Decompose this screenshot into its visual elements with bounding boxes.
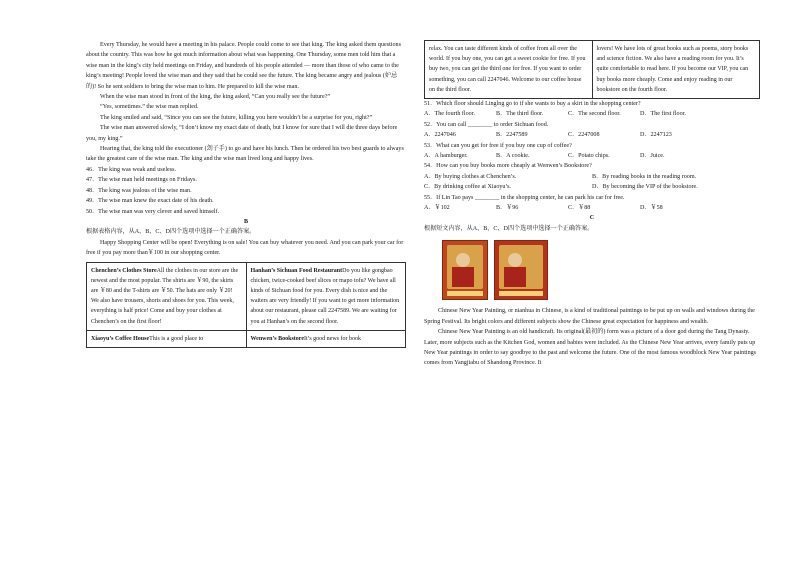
story-paragraph: Hearing that, the king told the executioner (刽子手) to go and have his lunch. Then he ordered his two best guards to always take the greatest care of the wise man. The king and the wise man lived long and happy lives.: [86, 146, 404, 163]
option-row: [424, 130, 760, 140]
story-paragraph: Every Thursday, he would have a meeting in his palace. People could come to see that king. The king asked them questions about the country. This was how he got much information about what was happening. One Thursday, some men told him that a wise man in the king’s city held meetings on Friday, and hundreds of his people attended — more than those of who came to the king’s meeting! People loved the wise man and they said that he could see the future. The king became angry and jealous (妒忌的)! So he sent soldiers to bring the wise man to him. He prepared to kill the wise man.: [86, 42, 401, 90]
answer-option: C．The second floor.: [568, 111, 621, 118]
xiaoyu-ad: [87, 330, 247, 347]
xiaoyu-title: Xiaoyu’s Coffee House: [91, 335, 150, 342]
ads-table-continued: [424, 40, 760, 99]
answer-option: B．A cookie.: [496, 153, 530, 160]
hanhan-ad: [246, 262, 406, 330]
tf-item: 50．The wise man was very clever and saved himself.: [86, 208, 220, 215]
section-c-paragraph: Chinese New Year Painting, or nianhua in Chinese, is a kind of traditional paintings to be put up on walls and windows during the Spring Festival. Its bright colors and different subjects show the Chinese great expectation for happiness and wealth.: [424, 308, 755, 325]
answer-option: D．The first floor.: [640, 111, 686, 118]
xiaoyu-text: This is a good place to: [149, 335, 204, 342]
ads-table: [86, 262, 406, 348]
section-b-instruction: 根据表格内容，从A、B、C、D四个选项中选择一个正确答案。: [86, 229, 256, 236]
question-stem: 51．Which floor should Linglng go to if she wants to buy a skirt in the shopping center?: [424, 101, 641, 108]
answer-option: B．By reading books in the reading room.: [592, 173, 697, 180]
option-row: [424, 151, 760, 161]
hanhan-title: Hanhan’s Sichuan Food Restaurant: [250, 267, 343, 274]
answer-option: C．￥88: [568, 205, 591, 212]
tf-item: 46．The king was weak and useless.: [86, 166, 177, 173]
section-c-heading: C: [589, 215, 595, 222]
option-row: [424, 203, 760, 213]
answer-option: A．A hamburger.: [424, 153, 468, 160]
story-paragraph: The king smiled and said, “Since you can see the future, killing you here wouldn’t be a surprise for you, right?”: [100, 114, 373, 121]
option-row: [424, 172, 760, 182]
wenwen-ad: [246, 330, 406, 347]
question-stem: 55．If Lin Tao pays ________ in the shopping center, he can park his car for free.: [424, 194, 625, 201]
question-stem: 54．How can you buy books more cheaply at Wenwen’s Bookstore?: [424, 163, 592, 170]
question-stem: 53．What can you get for free if you buy one cup of coffee?: [424, 142, 572, 149]
answer-option: A．The fourth floor.: [424, 111, 475, 118]
wenwen-ad-continued: lovers! We have lots of great books such as poems, story books and science fiction. We also have a reading room for you. It’s quite comfortable to read here. If you become our VIP, you can buy books more cheaply. Come and enjoy reading in our bookstore on the fourth floor.: [592, 41, 760, 99]
question-stem: 52．You can call ________ to order Sichuan food.: [424, 121, 549, 128]
story-paragraph: “Yes, sometimes.” the wise man replied.: [100, 104, 199, 111]
chenchen-title: Chenchen’s Clothes Store: [91, 267, 157, 274]
section-b-intro: Happy Shopping Center will be open! Everything is on sale! You can buy whatever you need. And you can park your car for free if you pay more than￥100 in our shopping center.: [86, 239, 404, 257]
answer-option: D．Juice.: [640, 153, 665, 160]
answer-option: B．2247589: [496, 132, 528, 139]
chenchen-ad: [87, 262, 247, 330]
wenwen-text: It’s good news for book: [304, 335, 362, 342]
chenchen-text: All the clothes in our store are the newest and the most popular. The shirts are ￥90, the skirts are ￥80 and the T-shirts are ￥50. The hats are only ￥20! We also have trousers, shorts and shoes for you. This week, everything is half price! Come and buy your clothes at Chenchen’s on the first floor!: [91, 267, 239, 325]
answer-option: C．Potato chips.: [568, 153, 610, 160]
right-column: [424, 40, 760, 369]
answer-option: A．By buying clothes at Chenchen’s.: [424, 173, 517, 180]
option-row: [424, 109, 760, 119]
answer-option: A．2247046: [424, 132, 456, 139]
nianhua-painting-image: [442, 240, 488, 300]
answer-option: C．By drinking coffee at Xiaoyu’s.: [424, 184, 512, 191]
answer-option: B．The third floor.: [496, 111, 544, 118]
section-c-instruction: 根据短文内容，从A、B、C、D四个选项中选择一个正确答案。: [424, 225, 594, 232]
tf-item: 49．The wise man knew the exact date of his death.: [86, 198, 214, 205]
xiaoyu-ad-continued: relax. You can taste different kinds of coffee from all over the world. If you buy one, you can get a sweet cookie for free. If you buy two, you can get the third one for free. If you want to order something, you can call 2247046. Welcome to our coffee house on the third floor.: [425, 41, 593, 99]
answer-option: D．2247123: [640, 132, 672, 139]
story-paragraph: The wise man answered slowly, “I don’t know my exact date of death, but I know for sure that I will die three days before you, my king.”: [86, 125, 398, 142]
left-column: [86, 40, 406, 348]
nianhua-images: [442, 240, 760, 300]
wenwen-title: Wenwen’s Bookstore: [250, 335, 305, 342]
tf-item: 48．The king was jealous of the wise man.: [86, 187, 192, 194]
answer-option: B．￥96: [496, 205, 519, 212]
section-c-paragraph: Chinese New Year Painting is an old handicraft. Its original(最初的) form was a picture of a door god during the Tang Dynasty. Later, more subjects such as the Kitchen God, women and babies were included. As the Chinese New Year arrives, every family puts up New Year paintings in order to say goodbye to the past and welcome the future. One of the most famous woodblock New Year paintings comes from Yangjiabu of Shandong Province. It: [424, 329, 757, 367]
answer-option: D．￥58: [640, 205, 663, 212]
answer-option: A．￥102: [424, 205, 450, 212]
door-god-painting-image: [494, 240, 548, 300]
answer-option: D．By becoming the VIP of the bookstore.: [592, 184, 698, 191]
section-b-heading: B: [243, 218, 249, 225]
story-paragraph: When the wise man stood in front of the king, the king asked, “Can you really see the future?”: [100, 94, 331, 101]
question-list: [424, 99, 760, 213]
option-row: [424, 182, 760, 192]
tf-item: 47．The wise man held meetings on Fridays.: [86, 177, 197, 184]
answer-option: C．2247008: [568, 132, 600, 139]
hanhan-text: Do you like gongbao chicken, twice-cooked beef slices or mapo tofu? We have all kinds of Sichuan food for you. Every dish is nice and the waiters are very friendly! If you want to get more information about our restaurant, please call 2247589. We are waiting for you at Hanhan’s on the second floor.: [250, 267, 400, 325]
